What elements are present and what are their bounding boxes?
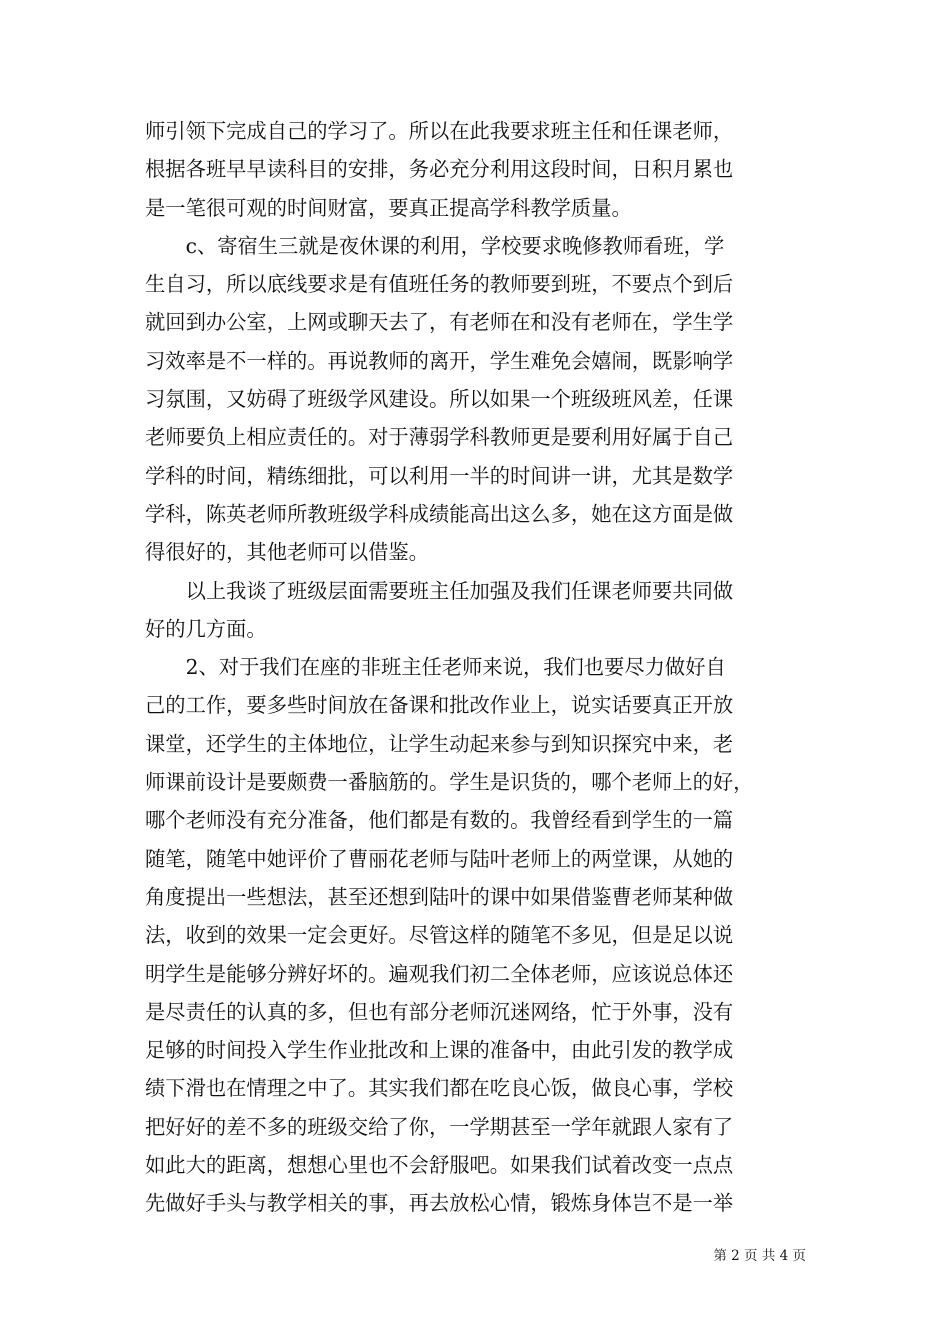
page-number-footer: 第 2 页 共 4 页 xyxy=(713,1248,806,1264)
body-text xyxy=(145,112,810,1223)
text-line: 2、对于我们在座的非班主任老师来说，我们也要尽力做好自 xyxy=(145,655,726,680)
text-line: 老师要负上相应责任的。对于薄弱学科教师更是要利用好属于自己 xyxy=(145,425,734,450)
text-line: 足够的时间投入学生作业批改和上课的准备中，由此引发的教学成 xyxy=(145,1038,734,1063)
text-line: 角度提出一些想法，甚至还想到陆叶的课中如果借鉴曹老师某种做 xyxy=(145,884,734,909)
text-line: 先做好手头与教学相关的事，再去放松心情，锻炼身体岂不是一举 xyxy=(145,1191,734,1216)
text-line: 学科的时间，精练细批，可以利用一半的时间讲一讲，尤其是数学 xyxy=(145,463,734,488)
text-line: 以上我谈了班级层面需要班主任加强及我们任课老师要共同做 xyxy=(145,578,734,603)
text-line: 习效率是不一样的。再说教师的离开，学生难免会嬉闹，既影响学 xyxy=(145,348,734,373)
text-line: 己的工作，要多些时间放在备课和批改作业上，说实话要真正开放 xyxy=(145,693,734,718)
text-line: 哪个老师没有充分准备，他们都是有数的。我曾经看到学生的一篇 xyxy=(145,808,734,833)
text-line: c、寄宿生三就是夜休课的利用，学校要求晚修教师看班，学 xyxy=(145,233,725,258)
text-line: 师引领下完成自己的学习了。所以在此我要求班主任和任课老师， xyxy=(145,119,734,143)
text-line: 法，收到的效果一定会更好。尽管这样的随笔不多见，但是足以说 xyxy=(145,923,734,948)
text-line: 好的几方面。 xyxy=(145,616,267,641)
text-line: 就回到办公室，上网或聊天去了，有老师在和没有老师在，学生学 xyxy=(145,310,734,335)
text-line: 是一笔很可观的时间财富，要真正提高学科教学质量。 xyxy=(145,195,632,220)
text-line: 如此大的距离，想想心里也不会舒服吧。如果我们试着改变一点点 xyxy=(145,1153,734,1178)
text-line: 学科，陈英老师所教班级学科成绩能高出这么多，她在这方面是做 xyxy=(145,501,734,526)
text-line: 师课前设计是要颇费一番脑筋的。学生是识货的，哪个老师上的好， xyxy=(145,770,754,795)
text-line: 随笔，随笔中她评价了曹丽花老师与陆叶老师上的两堂课，从她的 xyxy=(145,846,734,871)
text-line: 是尽责任的认真的多，但也有部分老师沉迷网络，忙于外事，没有 xyxy=(145,999,734,1024)
text-line: 课堂，还学生的主体地位，让学生动起来参与到知识探究中来，老 xyxy=(145,731,734,756)
text-line: 习氛围，又妨碍了班级学风建设。所以如果一个班级班风差，任课 xyxy=(145,387,734,412)
text-line: 把好好的差不多的班级交给了你，一学期甚至一学年就跟人家有了 xyxy=(145,1114,734,1139)
text-line: 明学生是能够分辨好坏的。遍观我们初二全体老师，应该说总体还 xyxy=(145,961,734,986)
text-line: 得很好的，其他老师可以借鉴。 xyxy=(145,540,429,565)
text-line: 绩下滑也在情理之中了。其实我们都在吃良心饭，做良心事，学校 xyxy=(145,1076,734,1101)
text-line: 生自习，所以底线要求是有值班任务的教师要到班，不要点个到后 xyxy=(145,272,734,297)
text-line: 根据各班早早读科目的安排，务必充分利用这段时间，日积月累也 xyxy=(145,157,734,182)
